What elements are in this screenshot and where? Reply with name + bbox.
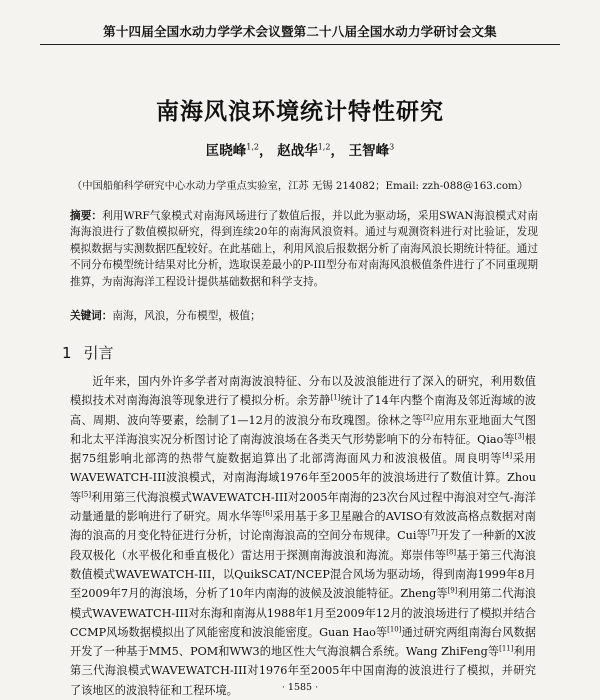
author-affiliation-mark: 1,2	[317, 142, 331, 152]
abstract-label: 摘要：	[70, 210, 103, 222]
body-text: 应用东亚地面大气图和北太平洋海浪实况分析图讨论了南海波浪场在各类天气形势影响下的分布特征。Qiao等	[70, 413, 536, 446]
author-separator: ，	[330, 143, 349, 159]
citation-ref: [3]	[514, 432, 525, 441]
keywords	[70, 308, 538, 324]
body-text: 统计了14年内整个南海及邻近海域的波高、周期、波向等要素，绘制了1—12月的波浪分布玫瑰图。徐林之等	[70, 394, 536, 427]
author-separator: ，	[259, 143, 278, 159]
author-name: 匡晓峰	[205, 143, 247, 159]
body-text: 开发了一种新的X波段双极化（水平极化和垂直极化）雷达用于探测南海波浪和海流。郑崇伟等	[70, 529, 536, 562]
page-number: · 1585 ·	[281, 682, 319, 693]
affiliation: （中国船舶科学研究中心水动力学重点实验室，江苏 无锡 214082；Email: zzh-088@163.com）	[71, 180, 529, 192]
introduction-body	[70, 372, 536, 700]
body-text: 根据75组影响北部湾的热带气旋数据追算出了北部湾海面风力和波浪极值。周良明等	[70, 432, 536, 466]
citation-ref: [4]	[502, 451, 513, 460]
citation-ref: [10]	[387, 625, 402, 634]
section-number: 1	[62, 344, 72, 362]
body-text: 通过研究两组南海台风数据开发了一种基于MM5、POM和WW3的地区性大气海浪耦合系统。Wang ZhiFeng等	[70, 625, 536, 659]
citation-ref: [8]	[446, 547, 457, 556]
paragraph	[70, 372, 536, 700]
section-heading	[62, 342, 114, 363]
author-affiliation-mark: 1,2	[246, 142, 259, 152]
author-name: 王智峰	[348, 143, 390, 159]
citation-ref: [2]	[423, 412, 434, 421]
section-title: 引言	[83, 344, 114, 362]
author-name: 赵战华	[277, 143, 318, 159]
author-list	[0, 139, 600, 159]
body-text: 采用基于多卫星融合的AVISO有效波高格点数据对南海的浪高的月变化特征进行分析，讨论南海浪高的空间分布规律。Cui等	[70, 510, 536, 543]
abstract-text: 利用WRF气象模式对南海风场进行了数值后报，并以此为驱动场，采用SWAN海浪模式对南海海浪进行了数值模拟研究，得到连续20年的南海风浪资料。通过与观测资料进行对比验证，发现模拟数据与实测数据匹配较好。在此基础上，利用风浪后报数据分析了南海风浪长期统计特征。通过不同分布模型统计结果对比分析，选取误差最小的P-III型分布对南海风浪极值条件进行了不同重现期推算，为南海海洋工程设计提供基础数据和科学支持。	[70, 210, 538, 288]
body-text: 采用WAVEWATCH-III波浪模式，对南海海域1976年至2005年的波浪场进行了数值计算。Zhou等	[70, 452, 536, 504]
citation-ref: [5]	[81, 490, 92, 499]
keywords-text: 南海，风浪，分布模型，极值；	[112, 310, 261, 322]
citation-ref: [6]	[262, 509, 273, 518]
body-text: 近年来，国内外许多学者对南海波浪特征、分布以及波浪能进行了深入的研究，利用数值模拟技术对南海海浪等现象进行了模拟分析。余芳静	[70, 375, 536, 408]
abstract	[70, 208, 538, 290]
citation-ref: [11]	[499, 644, 514, 653]
body-text: 基于第三代海浪数值模式WAVEWATCH-III，以QuikSCAT/NCEP混合风场为驱动场，得到南海1999年8月至2009年7月的海浪场，分析了10年内南海的波候及波浪能特征。Zheng等	[70, 548, 536, 601]
citation-ref: [1]	[330, 393, 341, 402]
running-header: 第十四届全国水动力学学术会议暨第二十八届全国水动力学研讨会文集	[40, 22, 560, 45]
paper-title: 南海风浪环境统计特性研究	[156, 99, 444, 125]
keywords-label: 关键词：	[70, 310, 113, 322]
body-text: 利用第三代海浪模式WAVEWATCH-III对1976年至2005年中国南海的波浪进行了模拟，并研究了该地区的波浪特征和工程环境。	[70, 645, 536, 697]
citation-ref: [9]	[447, 586, 458, 595]
body-text: 利用第二代海浪模式WAVEWATCH-III对东海和南海从1988年1月至2009年12月的波浪场进行了模拟并结合CCMP风场数据模拟出了风能密度和波浪能密度。Guan Hao等	[70, 587, 536, 639]
author-affiliation-mark: 3	[389, 142, 395, 152]
body-text: 利用第三代海浪模式WAVEWATCH-III对2005年南海的23次台风过程中海浪对空气-海洋动量通量的影响进行了研究。周水华等	[70, 490, 536, 524]
citation-ref: [7]	[427, 528, 438, 537]
